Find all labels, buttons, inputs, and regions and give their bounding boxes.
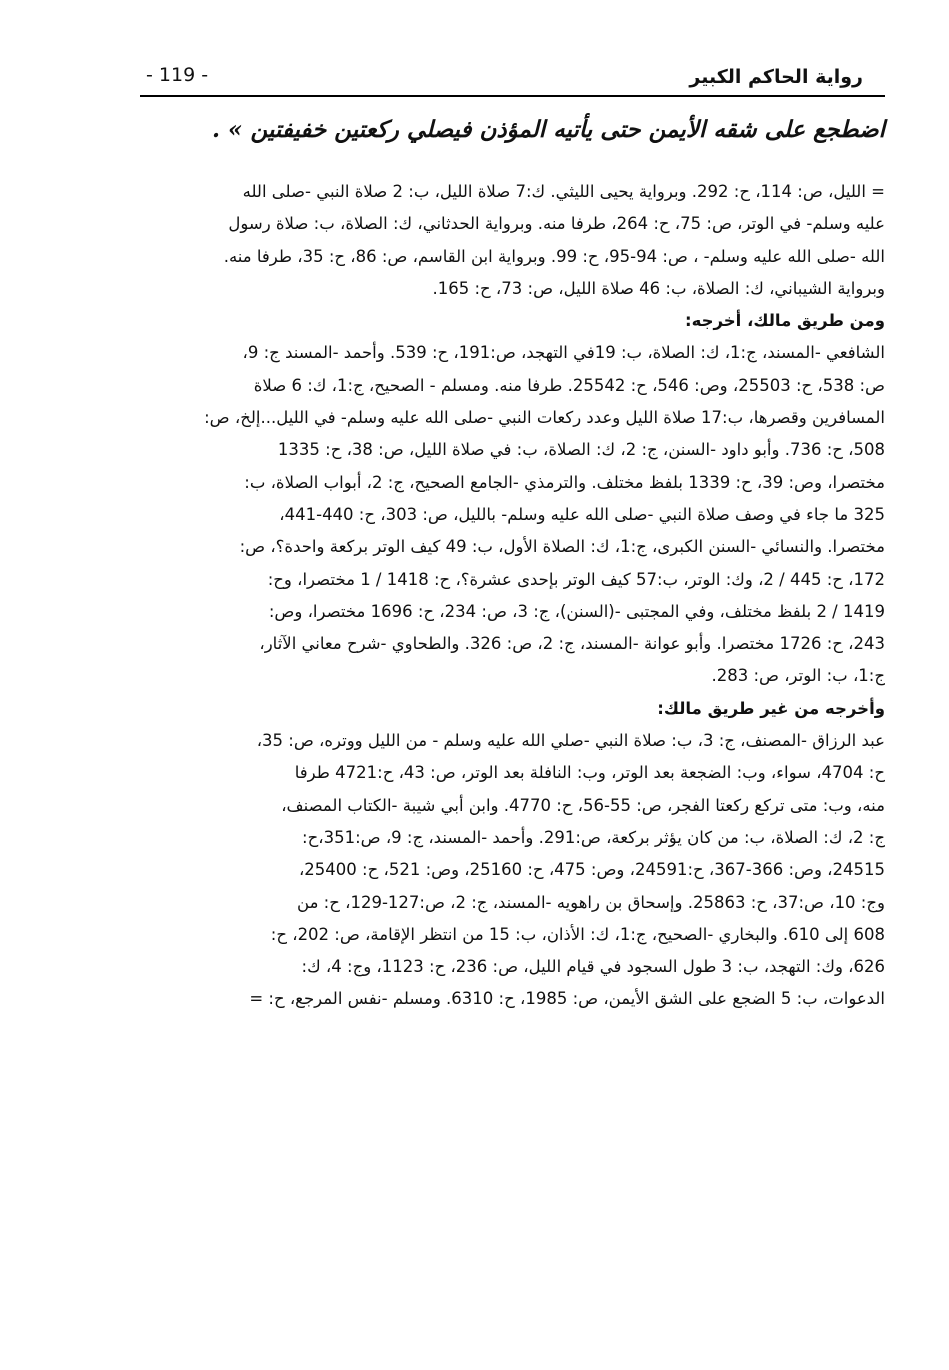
footnote-line: الشافعي -المسند، ج:1، ك: الصلاة، ب: 19في التهجد، ص:191، ح: 539. وأحمد -المسند ج: 9، bbox=[242, 343, 885, 363]
footnote-line: منه، وب: متى تركع ركعتا الفجر، ص: 55-56، ح: 4770. وابن أبي شيبة -الكتاب المصنف، bbox=[281, 795, 885, 815]
footnote-line: ج: 2، ك: الصلاة، ب: من كان يؤثر بركعة، ص:291. وأحمد -المسند، ج: 9، ص:351،ح: bbox=[302, 827, 885, 847]
footnote-line: وج: 10، ص:37، ح: 25863. وإسحاق بن راهويه -المسند، ج: 2، ص:127-129، ح: من bbox=[297, 892, 885, 912]
footnote-line: 626، وك: التهجد، ب: 3 طول السجود في قيام الليل، ص: 236، ح: 1123، وج: 4، ك: bbox=[301, 957, 885, 977]
footnote-line: ص: 538، ح: 25503، وص: 546، ح: 25542. طرفا منه. ومسلم - الصحيح، ج:1، ك: 6 صلاة bbox=[253, 375, 885, 395]
footnote-line: 325 ما جاء في وصف صلاة النبي -صلى الله عليه وسلم- بالليل، ص: 303، ح: 440-441، bbox=[279, 504, 885, 524]
footnote-block bbox=[133, 176, 885, 1016]
footnote-line: 243، ح: 1726 مختصرا. وأبو عوانة -المسند، ج: 2، ص: 326. والطحاوي -شرح معاني الآثار، bbox=[259, 634, 885, 654]
footnote-subheading: ومن طريق مالك، أخرجه: bbox=[685, 311, 885, 331]
footnote-line: 1419 / 2 بلفظ مختلف، وفي المجتبى -(السنن)، ج: 3، ص: 234، ح: 1696 مختصرا، وص: bbox=[268, 601, 885, 621]
footnote-line: = الليل، ص: 114، ح: 292. وبرواية يحيى الليثي. ك:7 صلاة الليل، ب: 2 صلاة النبي -صلى الله bbox=[242, 182, 885, 201]
footnote-line: 608 إلى 610. والبخاري -الصحيح، ج:1، ك: الأذان، ب: 15 من انتظر الإقامة، ص: 202، ح: bbox=[270, 924, 885, 944]
running-title: رواية الحاكم الكبير bbox=[689, 66, 863, 88]
footnote-line: 508، ح: 736. وأبو داود -السنن، ج: 2، ك: الصلاة، ب: في صلاة الليل، ص: 38، ح: 1335 bbox=[277, 440, 885, 460]
footnote-line: ج:1، ب: الوتر، ص: 283. bbox=[711, 666, 885, 686]
footnote-line: 172، ح: 445 / 2، وك: الوتر، ب:57 كيف الوتر بإحدى عشرة؟، ح: 1418 / 1 مختصرا، وح: bbox=[267, 569, 885, 589]
footnote-line: الله -صلى الله عليه وسلم- ، ص: 94-95، ح: 99. وبرواية ابن القاسم، ص: 86، ح: 35، طرفا منه. bbox=[223, 246, 885, 266]
footnote-subheading: وأخرجه من غير طريق مالك: bbox=[657, 698, 885, 718]
footnote-line: مختصرا، وص: 39، ح: 1339 بلفظ مختلف. والترمذي -الجامع الصحيح، ج: 2، أبواب الصلاة، ب: bbox=[244, 472, 885, 492]
footnote-line: عبد الرزاق -المصنف، ج: 3، ب: صلاة النبي -صلي الله عليه وسلم - من الليل ووتره، ص: 35، bbox=[256, 731, 885, 751]
footnote-line: 24515، وص: 366-367، ح:24591، وص: 475، ح: 25160، وص: 521، ح: 25400، bbox=[298, 860, 885, 880]
footnote-line: ح: 4704، سواء، وب: الضجعة بعد الوتر، وب: النافلة بعد الوتر، ص: 43، ح:4721 طرفا bbox=[294, 763, 885, 783]
footnote-line: عليه وسلم- في الوتر، ص: 75، ح: 264، طرفا منه. وبرواية الحدثاني، ك: الصلاة، ب: صلاة رسول bbox=[228, 214, 885, 234]
header-rule bbox=[140, 95, 885, 97]
page-number: - 119 - bbox=[146, 64, 209, 86]
footnote-line: مختصرا. والنسائي -السنن الكبرى، ج:1، ك: الصلاة الأول، ب: 49 كيف الوتر بركعة واحدة؟، ص: bbox=[239, 537, 885, 557]
footnote-line: المسافرين وقصرها، ب:17 صلاة الليل وعدد ركعات النبي -صلى الله عليه وسلم- في الليل...إلخ، ص: bbox=[204, 408, 885, 428]
hadith-quote-line: اضطجع على شقه الأيمن حتى يأتيه المؤذن فيصلي ركعتين خفيفتين » . bbox=[212, 116, 885, 143]
footnote-line: وبرواية الشيباني، ك: الصلاة، ب: 46 صلاة الليل، ص: 73، ح: 165. bbox=[432, 278, 885, 298]
footnote-line: الدعوات، ب: 5 الضجع على الشق الأيمن، ص: 1985، ح: 6310. ومسلم -نفس المرجع، ح: = bbox=[249, 989, 885, 1009]
